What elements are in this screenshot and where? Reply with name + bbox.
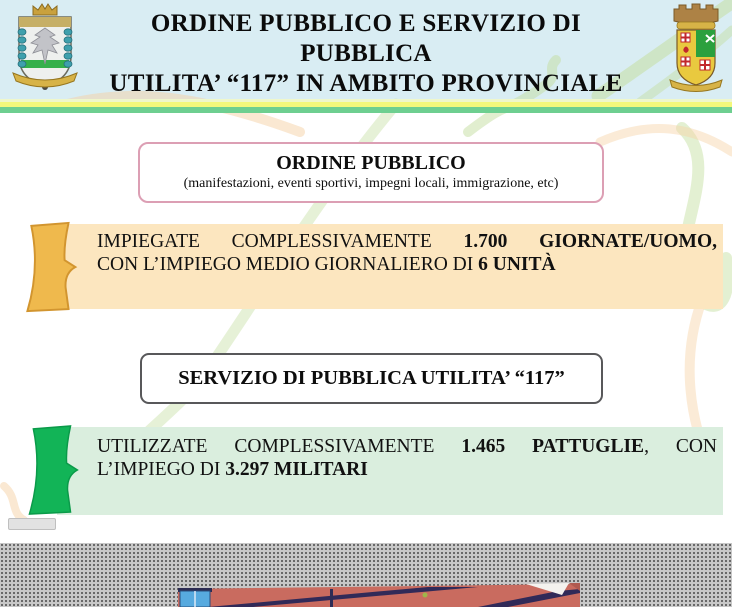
ordine-pubblico-title: ORDINE PUBBLICO (276, 152, 466, 174)
slide-title-line1: ORDINE PUBBLICO E SERVIZIO DI PUBBLICA (150, 10, 582, 67)
ordine-banner-line2: CON L’IMPIEGO MEDIO GIORNALIERO DI 6 UNITÀ (97, 254, 556, 275)
ordine-banner-line1: IMPIEGATE COMPLESSIVAMENTE 1.700 GIORNATE/UOMO, (97, 231, 718, 252)
servizio-banner-line1: UTILIZZATE COMPLESSIVAMENTE 1.465 PATTUGLIE, CON (97, 436, 717, 457)
servizio-117-title: SERVIZIO DI PUBBLICA UTILITA’ “117” (178, 367, 565, 389)
building-photo (178, 583, 580, 607)
orange-ribbon-icon (14, 221, 80, 313)
right-crest-emblem-icon (664, 2, 728, 94)
servizio-banner (57, 427, 723, 515)
ordine-pubblico-box (138, 142, 604, 203)
ordine-banner-text (97, 230, 717, 276)
green-ribbon-icon (16, 424, 82, 516)
slide-title-line2: UTILITA’ “117” IN AMBITO PROVINCIALE (109, 70, 623, 97)
servizio-117-box (140, 353, 603, 404)
servizio-banner-line2: L’IMPIEGO DI 3.297 MILITARI (97, 459, 368, 480)
ordine-banner (57, 224, 723, 309)
corner-fragment (8, 518, 56, 530)
divider-stripe-green (0, 107, 732, 113)
servizio-banner-text (97, 435, 717, 481)
ordine-pubblico-subtitle: (manifestazioni, eventi sportivi, impegni locali, immigrazione, etc) (183, 176, 559, 191)
left-crest-emblem-icon (4, 2, 86, 94)
slide-title (88, 9, 644, 99)
